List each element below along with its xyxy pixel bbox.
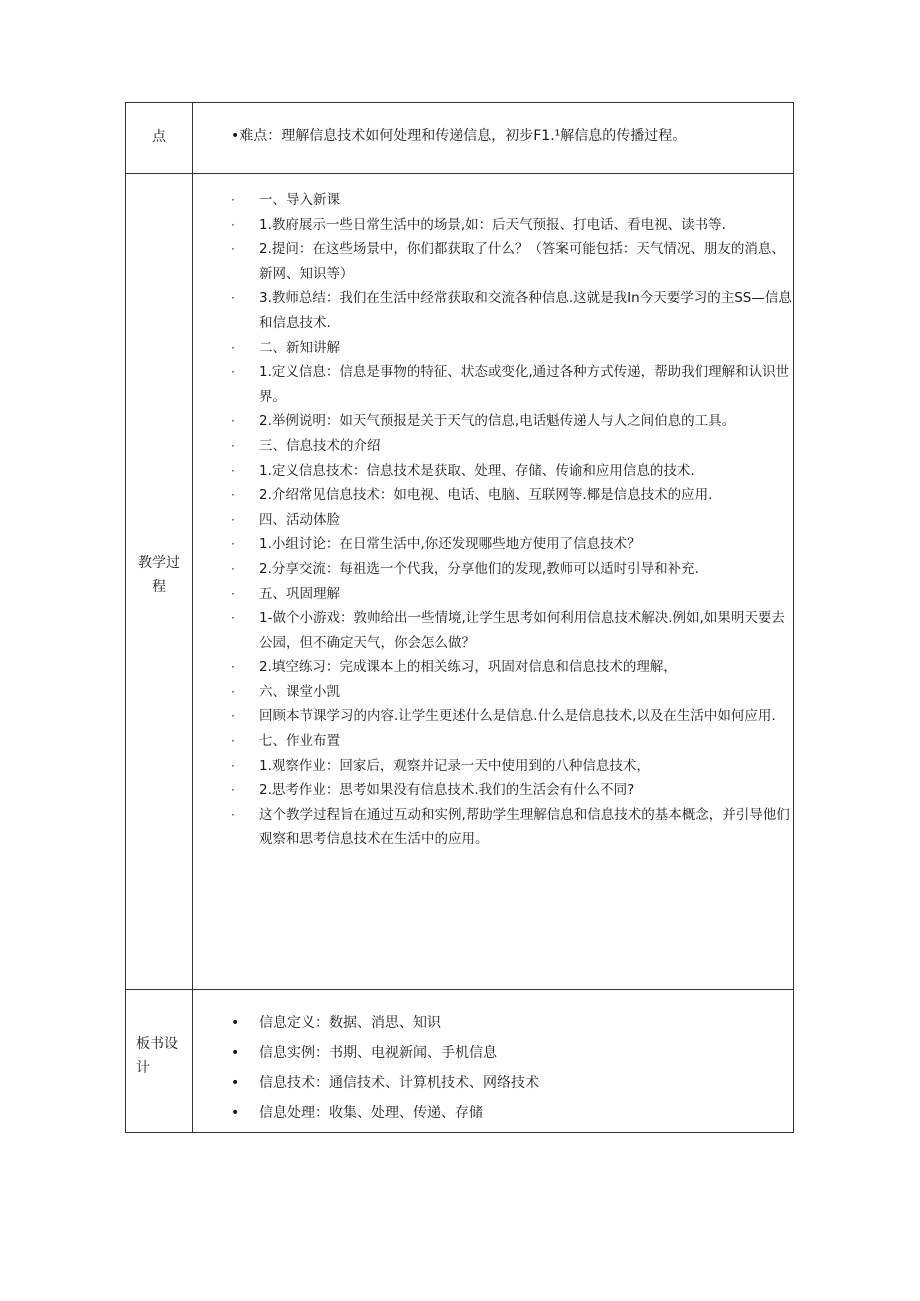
board-label — [126, 990, 192, 1080]
difficulty-content-cell — [193, 103, 794, 174]
process-item-text: 2.提问：在这些场景中，你们都获取了什么？（答案可能包括：天气情况、朋友的消息、新网、知识等） — [259, 241, 785, 282]
bullet-dot-icon: · — [231, 783, 235, 798]
bullet-icon: • — [231, 1075, 240, 1091]
board-item-text: 信息处理：收集、处理、传递、存储 — [259, 1105, 483, 1121]
process-item — [231, 237, 793, 286]
board-label-cell — [126, 990, 193, 1133]
process-item-text: 五、巩固理解 — [259, 585, 340, 602]
board-content-cell — [193, 990, 794, 1133]
bullet-dot-icon: · — [231, 807, 235, 822]
bullet-dot-icon: · — [231, 365, 235, 380]
board-item-text: 信息定义：数据、消思、知识 — [259, 1015, 441, 1031]
difficulty-row — [126, 103, 794, 174]
process-item — [231, 434, 793, 459]
board-item — [231, 1098, 793, 1128]
process-item-text: 2.介绍常见信息技术：如电视、电话、电脑、互联网等.椰是信息技术的应用. — [259, 487, 713, 504]
lesson-plan-table — [125, 102, 794, 1133]
process-item-text: 1.定义信息：信息是事物的特征、状态或变化,通过各种方式传递，帮助我们理解和认识世界。 — [259, 364, 790, 405]
process-item-text: 这个教学过程旨在通过互动和实例,帮助学生理解信息和信息技术的基本概念，并引导他们观察和思考信息技术在生活中的应用。 — [259, 806, 790, 848]
difficulty-text: •难点：理解信息技术如何处理和传递信息，初步F1.¹解信息的传播过程。 — [231, 128, 687, 144]
process-item — [231, 704, 793, 729]
process-item — [231, 360, 793, 409]
bullet-dot-icon: · — [231, 561, 235, 576]
process-row — [126, 174, 794, 990]
process-item — [231, 459, 793, 484]
process-item — [231, 778, 793, 803]
process-item — [231, 213, 793, 238]
process-item-text: 1.定义信息技术：信息技术是获取、处理、存储、传谕和应用信息的技术. — [259, 462, 695, 479]
board-item — [231, 1038, 793, 1068]
bullet-dot-icon: · — [231, 340, 235, 355]
process-item — [231, 508, 793, 533]
bullet-dot-icon: · — [231, 512, 235, 527]
difficulty-label: 点 — [152, 129, 166, 145]
process-item-text: 一、导入新课 — [259, 192, 340, 208]
board-list — [193, 990, 793, 1128]
process-label-cell — [126, 174, 193, 990]
bullet-dot-icon: · — [231, 488, 235, 503]
bullet-dot-icon: · — [231, 611, 235, 626]
process-item-text: 3.教师总结：我们在生活中经常获取和交流各种信息.这就是我In今天要学习的主SS—信息和信息技术. — [259, 290, 792, 331]
bullet-dot-icon: · — [231, 709, 235, 724]
process-item — [231, 286, 793, 335]
bullet-dot-icon: · — [231, 242, 235, 257]
board-item-text: 信息实例：书期、电视新闻、手机信息 — [259, 1045, 497, 1061]
bullet-dot-icon: · — [231, 684, 235, 699]
board-label-line2: 计 — [136, 1060, 150, 1076]
process-item — [231, 754, 793, 779]
process-item — [231, 483, 793, 508]
process-item-text: 四、活动体脸 — [259, 511, 340, 528]
process-item-text: 2.填空练习：完成课本上的相关练习，巩固对信息和信息技术的理解， — [259, 659, 677, 676]
board-label-line1: 板书设 — [136, 1036, 178, 1052]
process-label-line1: 教学过 — [138, 555, 180, 571]
process-item-text: 2.举例说明：如天气预报是关于天气的信息,电话魁传递人与人之间伯息的工具。 — [259, 413, 736, 430]
board-item-text: 信息技术：通信技术、计算机技术、网络技术 — [259, 1075, 539, 1091]
bullet-icon: • — [231, 1105, 240, 1121]
process-item — [231, 409, 793, 434]
process-label-line2: 程 — [152, 579, 166, 595]
bullet-dot-icon: · — [231, 660, 235, 675]
bullet-dot-icon: · — [231, 438, 235, 453]
process-item-text: 回顾本节课学习的内容.让学生更述什么是信息.什么是信息技术,以及在生活中如何应用. — [259, 708, 776, 725]
board-item — [231, 1068, 793, 1098]
bullet-dot-icon: · — [231, 734, 235, 749]
process-item — [231, 532, 793, 557]
process-item — [231, 655, 793, 680]
bullet-dot-icon: · — [231, 291, 235, 306]
process-list — [193, 174, 793, 852]
process-item — [231, 680, 793, 705]
bullet-dot-icon: · — [231, 537, 235, 552]
board-row — [126, 990, 794, 1133]
process-item — [231, 582, 793, 607]
difficulty-label-cell — [126, 103, 193, 174]
process-item-text: 2.分享交流：每祖选一个代我，分享他们的发现,教师可以适时引导和补充. — [259, 560, 699, 577]
process-item-text: 2.思考作业：思考如果没有信息技术.我们的生活会有什么不同? — [259, 782, 635, 799]
bullet-dot-icon: · — [231, 414, 235, 429]
process-item-text: 六、课堂小凯 — [259, 683, 340, 700]
bullet-dot-icon: · — [231, 193, 235, 207]
process-item-text: 二、新知讲解 — [259, 339, 340, 356]
process-item-text: 1.小组讨论：在日常生活中,你还发现哪些地方使用了信息技术？ — [259, 536, 641, 553]
bullet-dot-icon: · — [231, 586, 235, 601]
process-item — [231, 803, 793, 852]
bullet-dot-icon: · — [231, 217, 235, 232]
process-item-text: 1.观察作业：回家后，观察并记录一天中使用到的八种信息技术， — [259, 757, 650, 774]
bullet-icon: • — [231, 1015, 240, 1031]
process-item-text: 三、信息技术的介绍 — [259, 437, 381, 454]
process-item-text: 1.教府展示一些日常生活中的场景,如：后天气预报、打电话、看电视、读书等. — [259, 216, 726, 233]
process-item — [231, 557, 793, 582]
bullet-dot-icon: · — [231, 758, 235, 773]
process-item-text: 1-做个小游戏：敦帅给出一些情境,让学生思考如何利用信息技术解决.例如,如果明天要去公园，但不确定天气，你会怎么做？ — [259, 610, 785, 651]
board-item — [231, 1008, 793, 1038]
process-item — [231, 188, 793, 213]
process-item — [231, 606, 793, 655]
process-item — [231, 729, 793, 754]
process-content-cell — [193, 174, 794, 990]
bullet-dot-icon: · — [231, 463, 235, 478]
bullet-icon: • — [231, 1045, 240, 1061]
process-label — [126, 174, 192, 599]
process-item-text: 七、作业布置 — [259, 733, 340, 750]
process-item — [231, 336, 793, 361]
